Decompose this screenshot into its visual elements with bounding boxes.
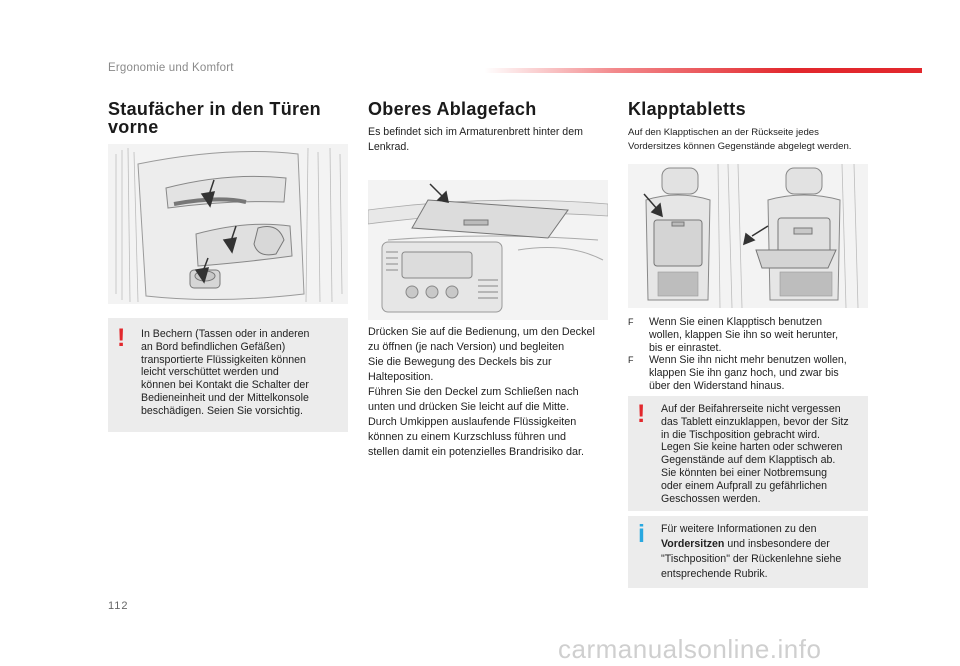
- warning-line: transportierte Flüssigkeiten können: [141, 353, 306, 366]
- warning-line: Bedieneinheit und der Mittelkonsole: [141, 391, 309, 404]
- warning-line: beschädigen. Seien Sie vorsichtig.: [141, 404, 303, 417]
- header-accent-bar: [484, 68, 922, 73]
- folding-tables-warning-box: [628, 396, 868, 511]
- info-bold-term: Vordersitzen: [661, 538, 725, 550]
- instruction-line: können zu einem Kurzschluss führen und: [368, 431, 567, 443]
- warning-line: in die Tischposition gebracht wird.: [661, 428, 820, 441]
- bullet-line: klappen Sie ihn ganz hoch, und zwar bis: [649, 367, 839, 380]
- door-storage-title-line2: vorne: [108, 117, 159, 137]
- warning-line: Sie könnten bei einer Notbremsung: [661, 466, 828, 479]
- door-panel-drawing: [108, 144, 348, 304]
- instruction-line: zu öffnen (je nach Version) und begleiten: [368, 341, 565, 353]
- upper-compartment-title: Oberes Ablagefach: [368, 99, 537, 119]
- exclamation-warning-icon: !: [117, 324, 126, 352]
- intro-line: Lenkrad.: [368, 141, 410, 153]
- bullet-line: bis er einrastet.: [649, 341, 722, 354]
- bullet-line: Wenn Sie ihn nicht mehr benutzen wollen,: [649, 354, 847, 367]
- bullet-marker: F: [628, 355, 634, 366]
- bullet-line: über den Widerstand hinaus.: [649, 379, 785, 392]
- bullet-item: [628, 316, 876, 354]
- warning-line: können bei Kontakt die Schalter der: [141, 379, 309, 392]
- section-label: Ergonomie und Komfort: [108, 62, 234, 74]
- instruction-line: Durch Umkippen auslaufende Flüssigkeiten: [368, 416, 577, 428]
- warning-line: In Bechern (Tassen oder in anderen: [141, 328, 310, 340]
- warning-line: Auf der Beifahrerseite nicht vergessen: [661, 403, 841, 415]
- warning-line: an Bord befindlichen Gefäßen): [141, 340, 286, 353]
- info-line-rest: und insbesondere der: [724, 538, 830, 550]
- intro-line: Vordersitzes können Gegenstände abgelegt werden.: [628, 140, 852, 152]
- info-icon: i: [638, 520, 645, 548]
- bullet-marker: F: [628, 317, 634, 327]
- exclamation-warning-icon: !: [637, 400, 646, 428]
- dashboard-drawing: [368, 180, 608, 320]
- folding-tables-illustration: [628, 164, 868, 308]
- warning-line: oder einem Aufprall zu gefährlichen: [661, 479, 828, 492]
- warning-line: Gegenstände auf dem Klapptisch ab.: [661, 454, 836, 467]
- warning-line: das Tablett einzuklappen, bevor der Sitz: [661, 415, 849, 428]
- instruction-line: Drücken Sie auf die Bedienung, um den Deckel: [368, 326, 595, 338]
- info-line: entsprechende Rubrik.: [661, 568, 768, 580]
- folding-tables-info-box: [628, 516, 868, 588]
- intro-line: Auf den Klapptischen an der Rückseite jedes: [628, 127, 819, 138]
- instruction-line: stellen damit ein potenzielles Brandrisiko dar.: [368, 446, 585, 458]
- watermark: carmanualsonline.info: [558, 634, 822, 664]
- page-number: 112: [108, 600, 129, 612]
- bullet-line: wollen, klappen Sie ihn so weit herunter,: [649, 328, 839, 341]
- bullet-line: Wenn Sie einen Klapptisch benutzen: [649, 316, 822, 328]
- folding-tables-title: Klapptabletts: [628, 99, 746, 119]
- door-storage-title-line1: Staufächer in den Türen: [108, 99, 321, 119]
- info-line: Für weitere Informationen zu den: [661, 523, 817, 535]
- instruction-line: Sie die Bewegung des Deckels bis zur: [368, 356, 552, 368]
- door-storage-warning-box: [108, 318, 348, 432]
- intro-line: Es befindet sich im Armaturenbrett hinter dem: [368, 126, 583, 138]
- door-storage-illustration: [108, 144, 348, 304]
- upper-compartment-instructions: [368, 325, 613, 460]
- folding-tables-intro: [628, 126, 873, 153]
- folding-tables-bullets: [628, 316, 876, 393]
- folding-tables-warning-text: [661, 403, 866, 505]
- warning-line: leicht verschüttet werden und: [141, 366, 279, 379]
- warning-line: Geschossen werden.: [661, 492, 761, 505]
- instruction-line: unten und drücken Sie leicht auf die Mitte.: [368, 401, 570, 413]
- instruction-line: Halteposition.: [368, 371, 434, 383]
- warning-line: Legen Sie keine harten oder schweren: [661, 441, 843, 454]
- info-line: [661, 537, 866, 552]
- door-storage-warning-text: [141, 328, 346, 418]
- bullet-item: [628, 354, 876, 392]
- seat-tables-drawing: [628, 164, 868, 308]
- upper-compartment-illustration: [368, 180, 608, 320]
- upper-compartment-intro: [368, 125, 608, 155]
- folding-tables-info-text: [661, 522, 866, 582]
- info-line: "Tischposition" der Rückenlehne siehe: [661, 553, 842, 565]
- instruction-line: Führen Sie den Deckel zum Schließen nach: [368, 386, 579, 398]
- door-storage-title: [108, 100, 338, 136]
